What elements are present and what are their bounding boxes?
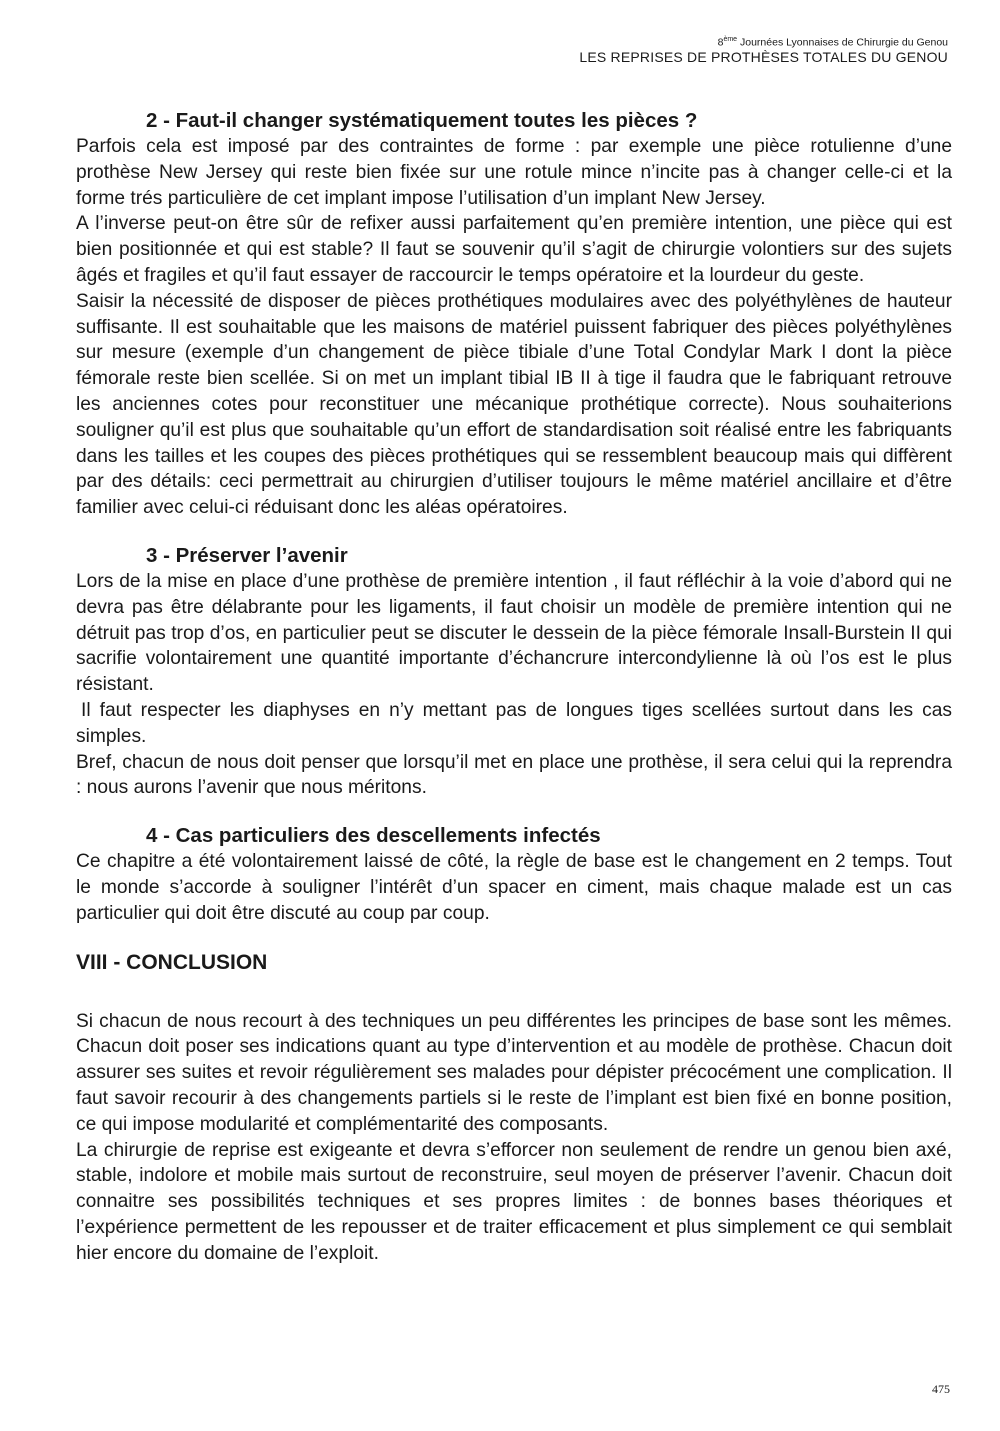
header-event [579,36,948,49]
running-header [579,36,948,66]
section-4-paragraph-1: Ce chapitre a été volontairement laissé de côté, la règle de base est le changement en 2 temps. Tout le monde s’accorde à souligner l’intérêt d’un spacer en ciment, mais chaque malade est un cas particulier qui doit être discuté au coup par coup. [76,851,952,924]
header-ordinal-suffix: ème [723,36,738,43]
section-3-paragraph-3: Bref, chacun de nous doit penser que lorsqu’il met en place une prothèse, il sera celui qui la reprendra : nous aurons l’avenir que nous méritons. [76,751,952,799]
conclusion-paragraph-1: Si chacun de nous recourt à des techniques un peu différentes les principes de base sont les mêmes. Chacun doit poser ses indications quant au type d’intervention et au modèle de prothèse. Chacun doit assurer ses suites et revoir régulièrement ses malades pour dépister précocément une complication. Il faut savoir recourir à des changements partiels si le reste de l’implant est bien fixé en bonne position, ce qui impose modularité et complémentarité des composants. [76,1010,952,1135]
spacer [76,977,952,1009]
spacer [76,521,952,543]
section-4-heading: 4 - Cas particuliers des descellements infectés [146,824,601,848]
header-ordinal: 8 [717,36,724,49]
section-3-paragraph-1: Lors de la mise en place d’une prothèse de première intention , il faut réfléchir à la voie d’abord qui ne devra pas être délabrante pour les ligaments, il faut choisir un modèle de première intention qui ne détruit pas trop d’os, en particulier peut se discuter le dessein de la pièce fémorale Insall-Burstein II qui sacrifie volontairement une quantité importante d’échancrure intercondylienne là où l’os est le plus résistant. [76,570,952,696]
spacer [76,801,952,823]
section-2-heading: 2 - Faut-il changer systématiquement toutes les pièces ? [146,109,698,132]
section-2-paragraph-3: Saisir la nécessité de disposer de pièces prothétiques modulaires avec des polyéthylènes de hauteur suffisante. Il est souhaitable que les maisons de matériel puissent fabriquer des pièces polyéthylènes sur mesure (exemple d’un changement de pièce tibiale d’une Total Condylar Mark I dont la pièce fémorale reste bien scellée. Si on met un implant tibial IB II à tige il faudra que le fabriquant retrouve les anciennes cotes pour reconstituer une mécanique prothétique correcte). Nous souhaiterions souligner qu’il est plus que souhaitable qu’un effort de standardisation soit réalisé entre les fabriquants dans les tailles et les coupes des pièces prothétiques qui se ressemblent beaucoup mais qui diffèrent par des détails: ceci permettrait au chirurgien d’utiliser toujours le même matériel ancillaire et d’être familier avec celui-ci réduisant donc les aléas opératoires. [76,290,952,519]
section-3 [76,543,952,801]
conclusion-section [76,949,952,1267]
conclusion-heading: VIII - CONCLUSION [76,950,268,974]
main-content [76,108,952,1266]
spacer [76,927,952,949]
conclusion-paragraph-2: La chirurgie de reprise est exigeante et devra s’efforcer non seulement de rendre un genou bien axé, stable, indolore et mobile mais surtout de reconstruire, seul moyen de préserver l’avenir. Chacun doit connaitre ses possibilités techniques et ses propres limites : de bonnes bases théoriques et l’expérience permettent de les repousser et de traiter efficacement et plus simplement ce qui semblait hier encore du domaine de l’exploit. [76,1139,952,1264]
header-event-name: Journées Lyonnaises de Chirurgie du Genou [740,36,948,49]
section-2-paragraph-1: Parfois cela est imposé par des contraintes de forme : par exemple une pièce rotulienne d’une prothèse New Jersey qui reste bien fixée sur une rotule mince n’incite pas à changer celle-ci et la forme trés particulière de cet implant impose l’utilisation d’un implant New Jersey. [76,136,952,209]
page-number: 475 [932,1382,950,1396]
section-2-paragraph-2: A l’inverse peut-on être sûr de refixer aussi parfaitement qu’en première intention, une pièce qui est bien positionnée et qui est stable? Il faut se souvenir qu’il s’agit de chirurgie volontiers sur des sujets âgés et fragiles et qu’il faut essayer de raccourcir le temps opératoire et la lourdeur du geste. [76,213,952,286]
section-3-heading: 3 - Préserver l’avenir [146,543,348,567]
section-3-paragraph-2: Il faut respecter les diaphyses en n’y mettant pas de longues tiges scellées surtout dans les cas simples. [76,699,952,747]
section-4 [76,823,952,926]
section-2 [76,108,952,521]
header-title: LES REPRISES DE PROTHÈSES TOTALES DU GENOU [579,49,948,66]
